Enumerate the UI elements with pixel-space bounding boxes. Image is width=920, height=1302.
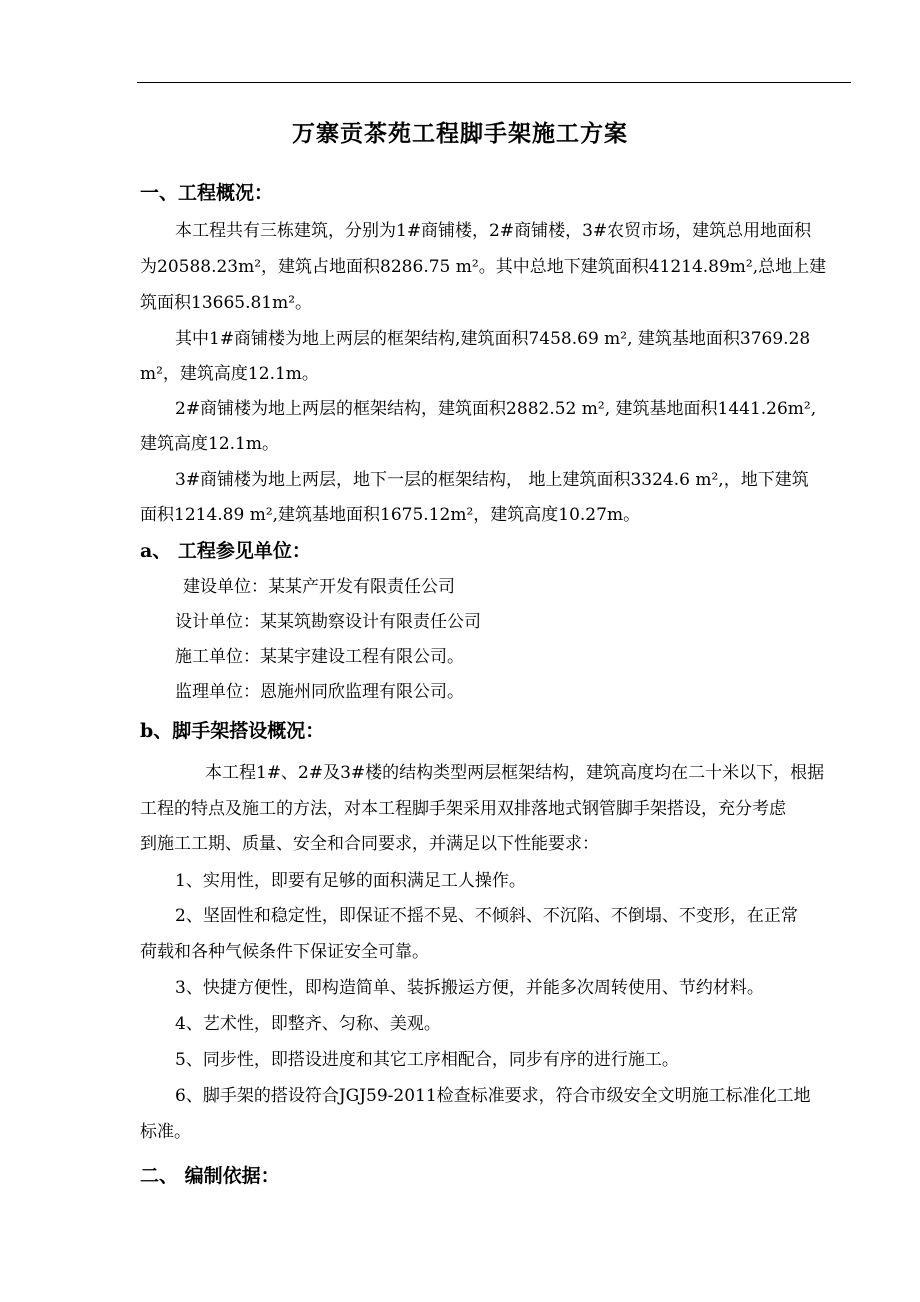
requirement-item: 3、快捷方便性，即构造简单、装拆搬运方便，并能多次周转使用、节约材料。 — [175, 978, 764, 998]
requirement-item: 4、艺术性，即整齐、匀称、美观。 — [175, 1014, 441, 1034]
paragraph-line: 筑面积13665.81m²。 — [140, 293, 313, 313]
paragraph-line: 面积1214.89 m²,建筑基地面积1675.12m²，建筑高度10.27m。 — [140, 505, 641, 525]
paragraph-line: 建筑高度12.1m。 — [140, 434, 279, 454]
paragraph-line: m²，建筑高度12.1m。 — [140, 364, 319, 384]
participant-unit: 监理单位：恩施州同欣监理有限公司。 — [175, 682, 464, 702]
participant-unit: 建设单位：某某产开发有限责任公司 — [183, 577, 455, 597]
paragraph-line: 工程的特点及施工的方法，对本工程脚手架采用双排落地式钢管脚手架搭设，充分考虑 — [140, 799, 786, 819]
paragraph-line: 2#商铺楼为地上两层的框架结构，建筑面积2882.52 m², 建筑基地面积1441.26m², — [175, 399, 817, 419]
participant-unit: 施工单位：某某宇建设工程有限公司。 — [175, 647, 464, 667]
paragraph-line: 本工程1#、2#及3#楼的结构类型两层框架结构，建筑高度均在二十米以下，根据 — [205, 763, 825, 783]
requirement-item: 标准。 — [140, 1122, 191, 1142]
paragraph-line: 到施工工期、质量、安全和合同要求，并满足以下性能要求： — [140, 834, 599, 854]
paragraph-line: 本工程共有三栋建筑，分别为1#商铺楼，2#商铺楼，3#农贸市场，建筑总用地面积 — [175, 221, 812, 241]
requirement-item: 2、坚固性和稳定性，即保证不摇不晃、不倾斜、不沉陷、不倒塌、不变形，在正常 — [175, 906, 798, 926]
requirement-item: 6、脚手架的搭设符合JGJ59-2011检查标准要求，符合市级安全文明施工标准化工地 — [175, 1086, 811, 1106]
section-a-heading: a、 工程参见单位： — [140, 540, 311, 562]
requirement-item: 5、同步性，即搭设进度和其它工序相配合，同步有序的进行施工。 — [175, 1050, 679, 1070]
requirement-item: 荷载和各种气候条件下保证安全可靠。 — [140, 942, 429, 962]
section-1-heading: 一、工程概况： — [140, 182, 274, 204]
document-title: 万寨贡茶苑工程脚手架施工方案 — [292, 120, 628, 147]
participant-unit: 设计单位：某某筑勘察设计有限责任公司 — [175, 612, 481, 632]
paragraph-line: 其中1#商铺楼为地上两层的框架结构,建筑面积7458.69 m², 建筑基地面积3769.28 — [175, 329, 811, 349]
paragraph-line: 3#商铺楼为地上两层，地下一层的框架结构， 地上建筑面积3324.6 m²,，地下建筑 — [175, 470, 809, 490]
section-b-heading: b、脚手架搭设概况： — [140, 720, 325, 742]
requirement-item: 1、实用性，即要有足够的面积满足工人操作。 — [175, 871, 526, 891]
section-2-heading: 二、 编制依据： — [140, 1165, 280, 1187]
paragraph-line: 为20588.23m²，建筑占地面积8286.75 m²。其中总地下建筑面积41214.89m²,总地上建 — [140, 257, 827, 277]
header-rule — [137, 82, 851, 83]
